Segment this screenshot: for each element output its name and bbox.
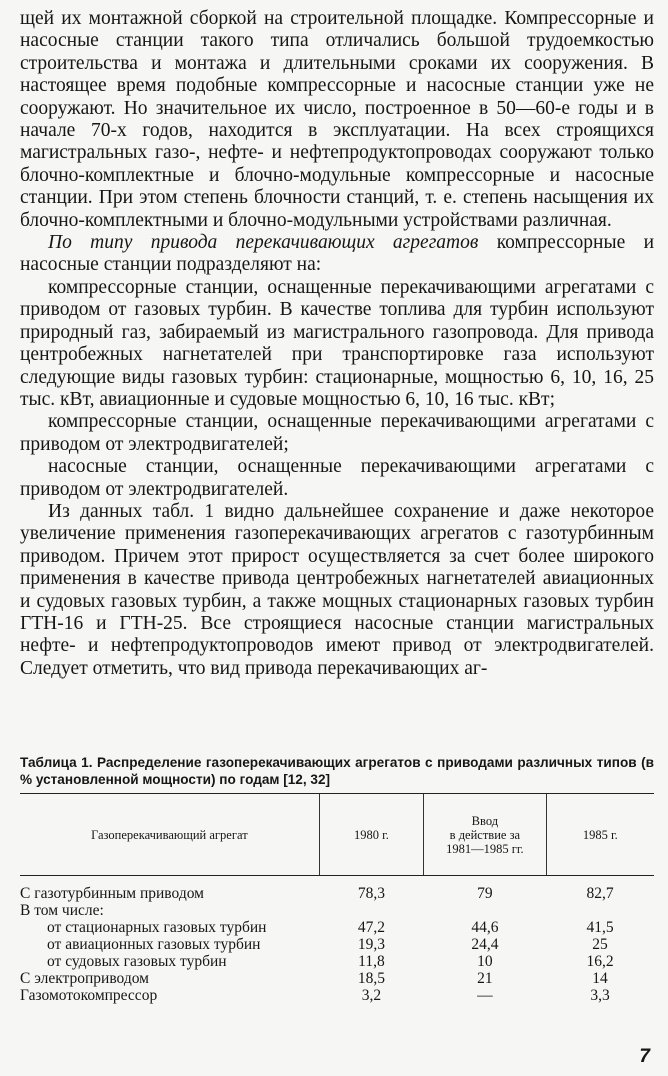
cell-1985: 82,7 <box>586 885 614 902</box>
paragraph: щей их монтажной сборкой на строительной площадке. Компрессорные и насосные станции такого типа отличались большой трудоемкостью строительства и монтажа и длительными сроками их сооружения. В настоящее время подобные компрессорные и насосные станции уже не сооружают. Но значительное их число, построенное в 50—60-е годы и в начале 70-х годов, находится в эксплуатации. На всех строящихся магистральных газо-, нефте- и нефтепродуктопроводах сооружают только блочно-комплектные и блочно-модульные компрессорные и насосные станции. При этом степень блочности станций, т. е. степень насыщения их блочно-комплектными и блочно-модульными устройствами различная. <box>20 8 654 231</box>
header-commissioned-line: Ввод <box>471 813 499 828</box>
header-aggregate: Газоперекачивающий агрегат <box>20 794 319 876</box>
table-row <box>20 876 654 903</box>
list-item: компрессорные станции, оснащенные перекачивающими агрегатами с приводом от электродвигателей; <box>20 411 654 455</box>
table-header-row <box>20 794 654 876</box>
paragraph: Из данных табл. 1 видно дальнейшее сохранение и даже некоторое увеличение применения газоперекачивающих агрегатов с газотурбинным приводом. Причем этот прирост осуществляется за счет более широкого применения в качестве привода центробежных нагнетателей авиационных и судовых газовых турбин, а также мощных стационарных газовых турбин ГТН-16 и ГТН-25. Все строящиеся насосные станции магистральных нефте- и нефтепродуктопроводов имеют привод от электродвигателей. Следует отметить, что вид привода перекачивающих аг- <box>20 500 654 679</box>
cell-1980: 11,8 <box>358 953 385 970</box>
row-label: от стационарных газовых турбин <box>47 919 267 936</box>
cell-1980 <box>319 902 423 919</box>
data-table <box>20 793 654 1004</box>
table-row <box>20 970 654 987</box>
cell-commissioned: 24,4 <box>471 936 499 953</box>
header-1985: 1985 г. <box>546 794 654 876</box>
cell-commissioned: 10 <box>477 953 493 970</box>
cell-commissioned: 79 <box>477 885 493 902</box>
body-text <box>20 8 654 680</box>
table-row <box>20 919 654 936</box>
list-item: компрессорные станции, оснащенные перекачивающими агрегатами с приводом от газовых турбин. В качестве топлива для турбин используют природный газ, забираемый из магистрального газопровода. Для привода центробежных нагнетателей при транспортировке газа используют следующие виды газовых турбин: стационарные, мощностью 6, 10, 16, 25 тыс. кВт, авиационные и судовые мощностью 6, 10, 16 тыс. кВт; <box>20 276 654 410</box>
row-label: В том числе: <box>20 902 104 919</box>
header-commissioned-line: 1981—1985 гг. <box>446 841 524 856</box>
cell-1985: 25 <box>592 936 608 953</box>
cell-1985: 3,3 <box>590 987 610 1004</box>
row-label: от авиационных газовых турбин <box>47 936 261 953</box>
paragraph <box>20 232 654 277</box>
row-label: Газомотокомпрессор <box>20 987 158 1004</box>
table-caption: Таблица 1. Распределение газоперекачивающих агрегатов с приводами различных типов (в % установленной мощности) по годам [12, 32] <box>20 755 654 787</box>
header-commissioned <box>424 794 546 876</box>
row-label: от судовых газовых турбин <box>47 953 227 970</box>
cell-1980: 47,2 <box>357 919 386 936</box>
cell-1985: 14 <box>592 970 608 987</box>
cell-1980: 19,3 <box>357 936 386 953</box>
cell-commissioned <box>424 902 546 919</box>
table-row <box>20 987 654 1004</box>
cell-commissioned: 21 <box>477 970 493 987</box>
italic-lead: По типу привода перекачивающих агрегатов <box>48 232 479 254</box>
table-row <box>20 936 654 953</box>
cell-1985: 16,2 <box>586 953 614 970</box>
page-number: 7 <box>639 1046 650 1067</box>
cell-1985: 41,5 <box>586 919 614 936</box>
cell-1985 <box>546 902 654 919</box>
cell-1980: 3,2 <box>361 987 382 1004</box>
table-row <box>20 902 654 919</box>
cell-1980: 78,3 <box>357 885 386 902</box>
row-label: С газотурбинным приводом <box>20 885 204 902</box>
row-label: С электроприводом <box>20 970 149 987</box>
header-commissioned-line: в действие за <box>449 827 521 842</box>
cell-commissioned: 44,6 <box>471 919 499 936</box>
header-1980: 1980 г. <box>319 794 423 876</box>
paragraph-text: компрессорные и насосные станции подразделяют на: <box>20 232 655 276</box>
cell-commissioned: — <box>477 987 493 1004</box>
table-row <box>20 953 654 970</box>
list-item: насосные станции, оснащенные перекачивающими агрегатами с приводом от электродвигателей. <box>20 456 654 500</box>
cell-1980: 18,5 <box>357 970 386 987</box>
